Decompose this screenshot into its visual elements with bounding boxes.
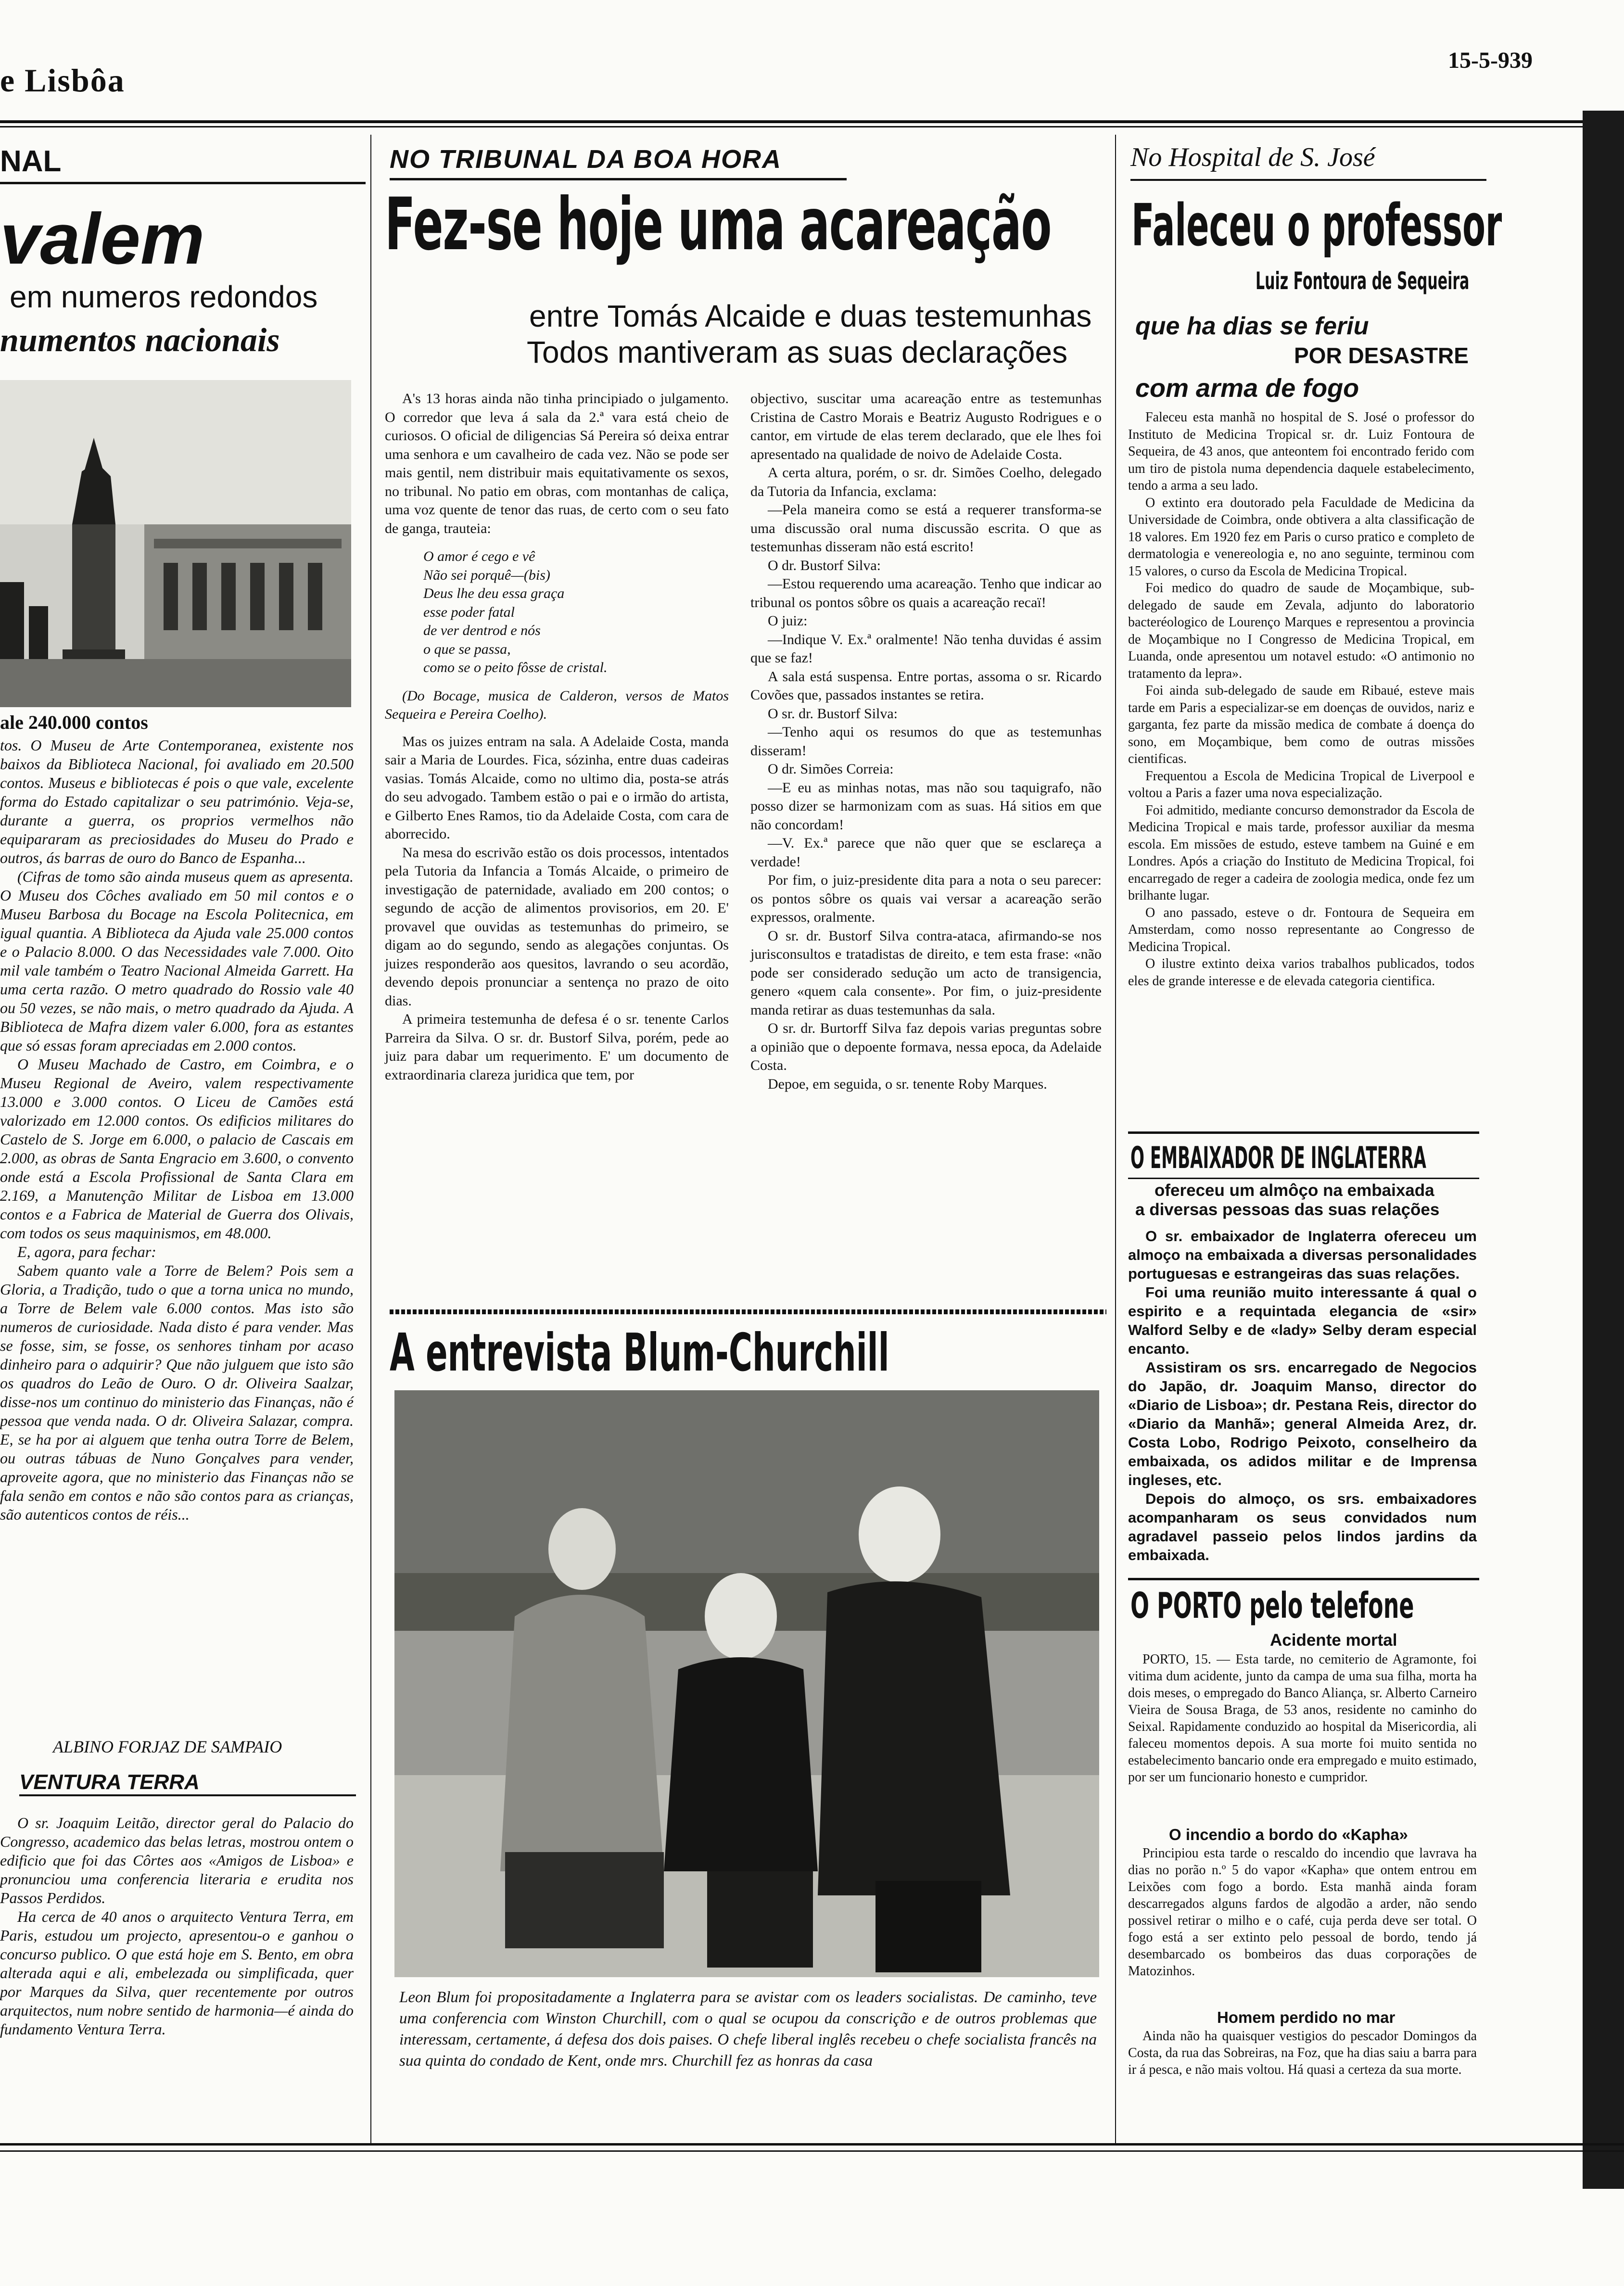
tribunal-kicker-rule bbox=[390, 178, 847, 180]
hospital-name: Luiz Fontoura de Sequeira bbox=[1256, 267, 1470, 295]
porto-sub-2: O incendio a bordo do «Kapha» bbox=[1169, 1826, 1408, 1843]
tribunal-col-b-p: Por fim, o juiz-presidente dita para a nota o seu parecer: os pontos sôbre os quais vai versar a acareação serão expressos, oralmente. bbox=[750, 872, 1102, 925]
blum-divider bbox=[390, 1309, 1106, 1314]
left-body-p4: E, agora, para fechar: bbox=[17, 1243, 156, 1260]
left-body-p2: (Cifras de tomo são ainda museus quem as apresenta. O Museu dos Côches avaliado em 50 mil contos e o Museu Barbosa du Bocage na Escola Politecnica, em igual quantia. A Biblioteca da Ajuda vale 25.000 contos e o Palacio 8.000. O das Necessidades vale 7.000. Oito mil vale também o Teatro Nacional Almeida Garrett. Ha uma certa razão. O metro quadrado do Rossio vale 40 ou 50 vezes, se não mais, o metro quadrado da Ajuda. A Biblioteca de Mafra dizem valer 6.000, fora as estantes que só essas foram apreciadas em 2.000 contos. bbox=[0, 868, 354, 1054]
tribunal-kicker: NO TRIBUNAL DA BOA HORA bbox=[390, 145, 782, 174]
tribunal-col-b-p: —Tenho aqui os resumos do que as testemunhas disseram! bbox=[750, 724, 1102, 759]
hospital-body-p: O ilustre extinto deixa varios trabalhos publicados, todos eles de grande interesse e de elevada categoria cientifica. bbox=[1128, 956, 1474, 989]
porto-headline: O PORTO pelo telefone bbox=[1130, 1585, 1414, 1626]
ventura-body-p1: O sr. Joaquim Leitão, director geral do Palacio do Congresso, academico das belas letras, mostrou ontem o edificio que foi das Côrtes aos «Amigos de Lisboa» e pronunciou uma conferencia literaria e erudita nos Passos Perdidos. bbox=[0, 1814, 354, 1906]
left-body bbox=[0, 736, 354, 1524]
embaixador-rule-bottom bbox=[1128, 1178, 1479, 1179]
embaixador-rule-top bbox=[1128, 1131, 1479, 1134]
embaixador-body-p: Depois do almoço, os srs. embaixadores acompanharam os seus convidados num agradavel passeio pelos lindos jardins da embaixada. bbox=[1128, 1490, 1477, 1563]
embaixador-body-p: Foi uma reunião muito interessante á qual o espirito e a requintada elegancia de «sir» Walford Selby e de «lady» Selby deram especial encanto. bbox=[1128, 1284, 1477, 1357]
masthead-date: 15-5-939 bbox=[1448, 48, 1533, 73]
verse-line: como se o peito fôsse de cristal. bbox=[423, 660, 608, 675]
tribunal-col-b-p: O sr. dr. Bustorf Silva: bbox=[768, 705, 898, 722]
tribunal-col-b-p: O sr. dr. Burtorff Silva faz depois varias preguntas sobre a opinião que o depoente formava, nessa epoca, da Adelaide Costa. bbox=[750, 1020, 1102, 1073]
hospital-kicker-rule bbox=[1130, 179, 1486, 181]
porto-body-3: Ainda não ha quaisquer vestigios do pescador Domingos da Costa, da rua das Sobreiras, na Foz, que ha dias saiu a barra para ir á pesca, e não mais voltou. Há quasi a certeza da sua morte. bbox=[1128, 2029, 1477, 2077]
embaixador-body bbox=[1128, 1227, 1477, 1564]
hospital-body-p: Foi medico do quadro de saude de Moçambique, sub-delegado de saude em Zevala, adjunto do laboratorio bacteréologico de Lourenço Marques e representou a provincia de Moçambique no I Congresso de Medicina Tropical, em Luanda, onde apresentou um notavel estudo: «O antimonio no tratamento da lepra». bbox=[1128, 581, 1474, 681]
tribunal-col-b-p: —Indique V. Ex.ª oralmente! Não tenha duvidas é assim que se faz! bbox=[750, 631, 1102, 666]
verse-line: de ver dentrod e nós bbox=[423, 622, 541, 638]
tribunal-col-b-p: A sala está suspensa. Entre portas, assoma o sr. Ricardo Covões que, passados instantes se retira. bbox=[750, 668, 1102, 703]
porto-sub-1: Acidente mortal bbox=[1270, 1631, 1397, 1650]
tribunal-col-a-p1: A's 13 horas ainda não tinha principiado o julgamento. O corredor que leva á sala da 2.ª vara está cheio de curiosos. O oficial de diligencias Sá Pereira só deixa entrar uma senhora e um cavalheiro de cada vez. Não se pode ser mais gentil, nem distribuir mais equitativamente os sexos, no tribunal. No patio em obras, com montanhas de caliça, uma voz quente de tenor das ruas, de certo com o seu fato de ganga, trauteia: bbox=[385, 391, 729, 536]
left-signature: ALBINO FORJAZ DE SAMPAIO bbox=[53, 1737, 282, 1756]
hospital-body-p: Foi ainda sub-delegado de saude em Ribaué, esteve mais tarde em Paris a especializar-se em doenças de ouvidos, nariz e garganta, fez parte da missão medica de combate á doença do sono, em Moçambique, bem como de outras missões cientificas. bbox=[1128, 683, 1474, 766]
embaixador-body-p: Assistiram os srs. encarregado de Negocios do Japão, dr. Joaquim Manso, director do «Diario de Lisboa»; dr. Pestana Reis, director do «Diario da Manhã»; general Almeida Arez, dr. Costa Lobo, Rodrigo Peixoto, conselheiro da embaixada, os adidos militar e de Imprensa ingleses, etc. bbox=[1128, 1359, 1477, 1488]
hospital-body-p: Foi admitido, mediante concurso demonstrador da Escola de Medicina Tropical e mais tarde, professor auxiliar da mesma escola. Em missões de estudo, esteve tambem na Guiné e em Londres. Após a criação do Instituto de Medicina Tropical, foi encarregado de reger a cadeira de zoologia medica, onde fez um brilhante lugar. bbox=[1128, 802, 1474, 903]
left-section-label: NAL bbox=[0, 145, 62, 178]
left-headline: valem bbox=[0, 198, 205, 279]
tribunal-col-a-p2: Mas os juizes entram na sala. A Adelaide Costa, manda sair a Maria de Lourdes. Fica, sózinha, entre duas cadeiras vasias. Tomás Alcaide, como no ultimo dia, posta-se atrás do seu advogado. Tambem estão o pai e o irmão do artista, e Gilberto Enes Ramos, tio da Adelaide Costa, com cara de aborrecido. bbox=[385, 733, 729, 842]
porto-rule-top bbox=[1128, 1578, 1479, 1580]
footer-rule-2 bbox=[0, 2150, 1624, 2152]
left-body-p3: O Museu Machado de Castro, em Coimbra, e o Museu Regional de Aveiro, valem respectivamente 13.000 e 3.000 contos. O Liceu de Camões está valorizado em 12.000 contos. Os edificios militares do Castelo de S. Jorge em 6.000, o palacio de Cascais em 2.000, as obras de Santa Engracio em 3.600, o convento onde está a Escola Profissional de Santa Clara em 2.169, a Manutenção Militar de Lisboa em 13.000 contos e a Fabrica de Material de Guerra dos Olivais, com todos os seus maquinismos, em 48.000. bbox=[0, 1055, 354, 1242]
left-photo-caption: ale 240.000 contos bbox=[0, 711, 148, 733]
masthead-rule-top bbox=[0, 120, 1624, 123]
tribunal-col-b-p: —E eu as minhas notas, mas não sou taquigrafo, não posso dizer se harmonizam com as suas. Há sitios em que não concordam! bbox=[750, 779, 1102, 833]
tribunal-col-b-p: O dr. Simões Correia: bbox=[768, 761, 894, 777]
verse-line: o que se passa, bbox=[423, 641, 511, 657]
left-deck-2: numentos nacionais bbox=[0, 322, 280, 359]
tribunal-col-b-p: O juiz: bbox=[768, 613, 808, 629]
hospital-body-p: O ano passado, esteve o dr. Fontoura de Sequeira em Amsterdam, como nosso representante ao Congresso de Medicina Tropical. bbox=[1128, 905, 1474, 954]
ventura-body-p2: Ha cerca de 40 anos o arquitecto Ventura Terra, em Paris, estudou um projecto, apresentou-o e ganhou o concurso publico. O que está hoje em S. Bento, em obra alterada aqui e ali, embelezada ou simplificada, quer por Marques da Silva, quer recentemente por outros arquitectos, num nobre sentido de harmonia—é ainda do fundamento Ventura Terra. bbox=[0, 1908, 354, 2038]
tribunal-headline: Fez-se hoje uma acareação bbox=[385, 183, 1052, 267]
verse-line: Deus lhe deu essa graça bbox=[423, 585, 565, 601]
ventura-rule bbox=[19, 1794, 356, 1796]
tribunal-col-b-p: Depoe, em seguida, o sr. tenente Roby Marques. bbox=[768, 1076, 1047, 1092]
column-rule-2 bbox=[1115, 135, 1116, 2146]
masthead-rule-bottom bbox=[0, 126, 1624, 127]
left-section-rule bbox=[0, 182, 366, 184]
hospital-body bbox=[1128, 409, 1474, 990]
tribunal-verse bbox=[385, 547, 729, 677]
hospital-deck-1: que ha dias se feriu bbox=[1135, 312, 1369, 340]
hospital-headline: Faleceu o professor bbox=[1131, 192, 1502, 259]
hospital-deck-3: com arma de fogo bbox=[1135, 374, 1359, 403]
tribunal-col-b-p: —Estou requerendo uma acareação. Tenho que indicar ao tribunal os pontos sôbre os quais a acareação recaï! bbox=[750, 576, 1102, 610]
embaixador-headline: O EMBAIXADOR DE INGLATERRA bbox=[1130, 1140, 1426, 1175]
hospital-body-p: Faleceu esta manhã no hospital de S. José o professor do Instituto de Medicina Tropical sr. dr. Luiz Fontoura de Sequeira, de 43 anos, que anteontem foi encontrado ferido com um tiro de pistola numa dependencia daquele estabelecimento, tendo a arma a seu lado. bbox=[1128, 410, 1474, 493]
verse-line: O amor é cego e vê bbox=[423, 548, 535, 564]
blum-churchill-photo bbox=[394, 1390, 1099, 1977]
embaixador-body-p: O sr. embaixador de Inglaterra ofereceu um almoço na embaixada a diversas personalidades portuguesas e estrangeiras das suas relações. bbox=[1128, 1228, 1477, 1282]
blum-caption: Leon Blum foi propositadamente a Inglaterra para se avistar com os leaders socialistas. De caminho, teve uma conferencia com Winston Churchill, com o qual se ocupou da conscrição e de outros problemas que interessam, certamente, á defesa dos dois paises. O chefe liberal inglês recebeu o chefe socialista francês na sua quinta do condado de Kent, onde mrs. Churchill fez as honras da casa bbox=[399, 1989, 1097, 2070]
tribunal-col-a-p3: Na mesa do escrivão estão os dois processos, intentados pela Tutoria da Infancia a Tomás Alcaide, o primeiro de investigação de paternidade, avaliado em 200 contos; o segundo de acção de alimentos provisorios, em 20. E' provavel que ouvidas as testemunhas do primeiro, se digam ao do segundo, sendo as alegações conjuntas. Os juizes responderão aos quesitos, lavrando o seu acordão, devendo depois pronunciar a sentença no prazo de oito dias. bbox=[385, 844, 729, 1009]
hospital-deck-2: POR DESASTRE bbox=[1294, 343, 1469, 368]
verse-credit: (Do Bocage, musica de Calderon, versos de Matos Sequeira e Pereira Coelho). bbox=[385, 687, 729, 722]
verse-line: esse poder fatal bbox=[423, 604, 515, 620]
embaixador-deck-1: ofereceu um almôço na embaixada bbox=[1155, 1181, 1434, 1200]
right-edge-bar bbox=[1583, 111, 1624, 2189]
masthead-title: e Lisbôa bbox=[0, 62, 125, 99]
monument-photo bbox=[0, 380, 351, 707]
porto-sub-3: Homem perdido no mar bbox=[1217, 2008, 1396, 2026]
tribunal-col-b-p: O dr. Bustorf Silva: bbox=[768, 557, 881, 573]
left-body-p1: tos. O Museu de Arte Contemporanea, existente nos baixos da Biblioteca Nacional, foi avaliado em 20.500 contos. Museus e bibliotecas é pois o que vale, excelente forma do Estado capitalizar o seu património. Veja-se, durante a guerra, os proprios vermelhos não equipararam as preciosidades do Museu do Prado e outros, ás barras de ouro do Banco de Espanha... bbox=[0, 737, 354, 866]
tribunal-col-b bbox=[750, 390, 1102, 1093]
verse-line: Não sei porquê—(bis) bbox=[423, 567, 550, 583]
tribunal-col-a-p4: A primeira testemunha de defesa é o sr. tenente Carlos Parreira da Silva. O sr. dr. Bustorf Silva, porém, pede ao juiz para dabar um requerimento. E' um documento de extraordinaria clareza juridica que tem, por bbox=[385, 1011, 729, 1083]
footer-rule-1 bbox=[0, 2143, 1624, 2146]
tribunal-deck-2: Todos mantiveram as suas declarações bbox=[527, 335, 1068, 369]
porto-body-1: PORTO, 15. — Esta tarde, no cemiterio de Agramonte, foi vitima dum acidente, junto da campa de uma sua filha, morta ha dois meses, o empregado do Banco Aliança, sr. Alberto Carneiro Vieira de Sousa Braga, de 53 anos, residente no caminho do Seixal. Rapidamente conduzido ao hospital da Misericordia, ali faleceu momentos depois. A sua morte foi muito sentida no estabelecimento bancario onde era empregado e muito estimado, por ser um funcionario honesto e cumpridor. bbox=[1128, 1652, 1477, 1785]
ventura-heading: VENTURA TERRA bbox=[19, 1770, 200, 1794]
blum-headline: A entrevista Blum-Churchill bbox=[390, 1323, 889, 1383]
left-deck-1: em numeros redondos bbox=[10, 279, 318, 314]
tribunal-col-b-p: O sr. dr. Bustorf Silva contra-ataca, afirmando-se nos jurisconsultos e tratadistas de direito, e tem esta frase: «não pode ser considerado sedução um acto de transigencia, genero «quem cala consente». Por fim, o juiz-presidente manda retirar as duas testemunhas da sala. bbox=[750, 927, 1102, 1018]
tribunal-deck-1: entre Tomás Alcaide e duas testemunhas bbox=[529, 299, 1092, 333]
tribunal-col-b-p: A certa altura, porém, o sr. dr. Simões Coelho, delegado da Tutoria da Infancia, exclama: bbox=[750, 465, 1102, 499]
ventura-body bbox=[0, 1814, 354, 2039]
tribunal-col-b-p: —Pela maneira como se está a requerer transforma-se uma discussão oral numa discussão escrita. O que as testemunhas disseram não está escrito! bbox=[750, 502, 1102, 555]
porto-body-2: Principiou esta tarde o rescaldo do incendio que lavrava ha dias no porão n.º 5 do vapor «Kapha» que ontem entrou em Leixões com fogo a bordo. Esta manhã ainda foram descarregados alguns fardos de algodão a arder, não sendo possivel retirar o milho e o café, cuja perda deve ser total. O fogo está a ser extinto pelo pessoal de bordo, tendo já desembarcado os bombeiros das duas corporações de Matozinhos. bbox=[1128, 1846, 1477, 1979]
hospital-body-p: O extinto era doutorado pela Faculdade de Medicina da Universidade de Coimbra, onde obtivera a alta classificação de 18 valores. Em 1920 fez em Paris o curso pratico e completo de dermatologia e venereologia e, no ano seguinte, terminou com 15 valores, o curso da Escola de Medicina Tropical. bbox=[1128, 495, 1474, 579]
column-rule-1 bbox=[370, 135, 371, 2146]
hospital-body-p: Frequentou a Escola de Medicina Tropical de Liverpool e voltou a Paris a fazer uma nova especialização. bbox=[1128, 768, 1474, 800]
embaixador-deck-2: a diversas pessoas das suas relações bbox=[1135, 1200, 1440, 1219]
tribunal-col-b-p: objectivo, suscitar uma acareação entre as testemunhas Cristina de Castro Morais e Beatriz Augusto Rodrigues e o cantor, em virtude de elas terem declarado, que ele lhes foi apresentado na qualidade de noivo de Adelaide Costa. bbox=[750, 391, 1102, 462]
hospital-kicker: No Hospital de S. José bbox=[1130, 142, 1375, 172]
tribunal-col-b-p: —V. Ex.ª parece que não quer que se esclareça a verdade! bbox=[750, 835, 1102, 870]
tribunal-col-a bbox=[385, 390, 729, 1084]
left-body-p5: Sabem quanto vale a Torre de Belem? Pois sem a Gloria, a Tradição, tudo o que a torna unica no mundo, a Torre de Belem vale 6.000 contos. Mas isto são numeros de curiosidade. Nada disto é para vender. Mas se fosse, sim, se fosse, os senhores tinham por acaso dinheiro para o adquirir? Que não julguem que isto são os quadros do Leão de Ouro. O dr. Oliveira Saalzar, disse-nos um continuo do ministerio das Finanças, não é pessoa que venda nada. O dr. Oliveira Salazar, compra. E, se ha por ai alguem que tenha outra Torre de Belem, ou outras tábuas de Nuno Gonçalves para vender, aproveite agora, que no ministerio das Finanças não se fala senão em contos e não são contos para as crianças, são autenticos contos de réis... bbox=[0, 1262, 354, 1523]
